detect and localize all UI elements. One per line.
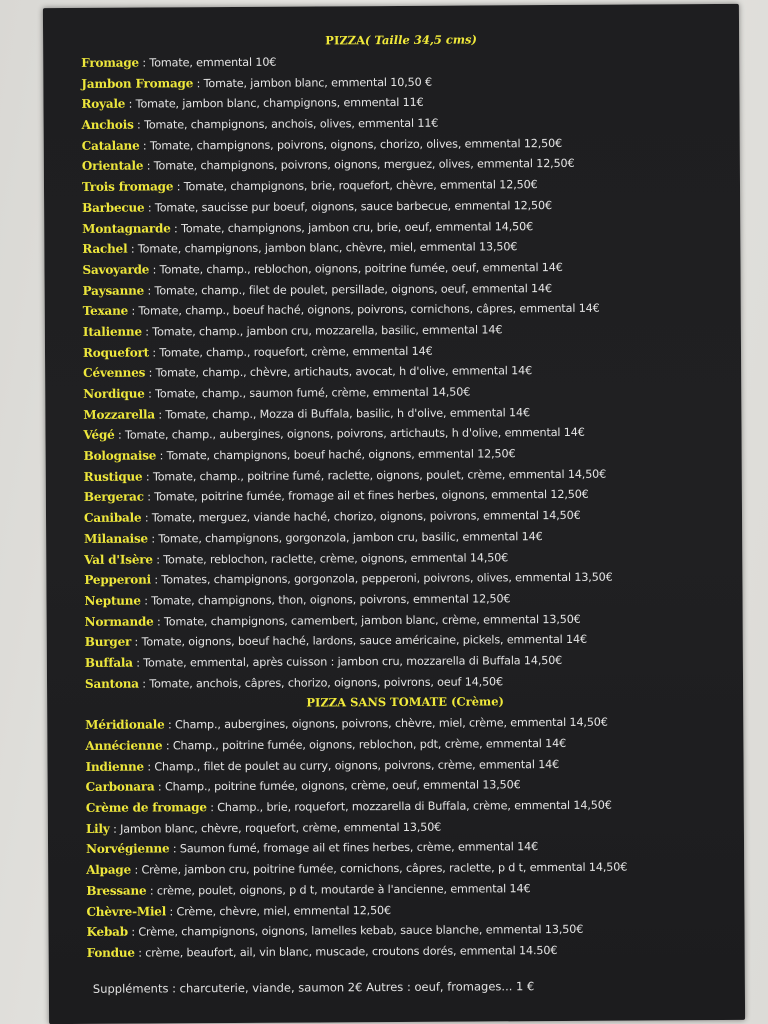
menu-item-description: : Tomate, poitrine fumée, fromage ail et fines herbes, oignons, emmental 12,50€ bbox=[143, 488, 589, 504]
menu-item-name: Annécienne bbox=[85, 738, 163, 753]
menu-item-description: : Crème, chèvre, miel, emmental 12,50€ bbox=[166, 903, 392, 918]
section-subtitle: (Crème) bbox=[447, 694, 505, 709]
menu-item-name: Indienne bbox=[85, 759, 144, 774]
menu-item-description: : Tomate, champ., reblochon, oignons, poitrine fumée, oeuf, emmental 14€ bbox=[149, 260, 563, 277]
menu-item-description: : Tomates, champignons, gorgonzola, pepperoni, poivrons, olives, emmental 13,50€ bbox=[150, 570, 613, 587]
menu-item-description: : Tomate, emmental 10€ bbox=[138, 55, 277, 70]
menu-item-name: Val d'Isère bbox=[84, 551, 153, 567]
section-title: PIZZA SANS TOMATE bbox=[306, 694, 448, 710]
menu-item-description: : Champ., poitrine fumée, oignons, crème, oeuf, emmental 13,50€ bbox=[154, 778, 521, 794]
menu-item-description: : Champ., aubergines, oignons, poivrons, chèvre, miel, crème, emmental 14,50€ bbox=[164, 716, 608, 732]
menu-item-description: : Tomate, champignons, gorgonzola, jambon cru, basilic, emmental 14€ bbox=[147, 529, 543, 546]
pizza-list bbox=[81, 49, 725, 694]
menu-item-description: : Crème, jambon cru, poitrine fumée, cornichons, câpres, raclette, p d t, emmental 14,50€ bbox=[131, 860, 628, 877]
menu-item-name: Trois fromage bbox=[81, 179, 174, 195]
menu-item-name: Burger bbox=[84, 634, 132, 650]
menu-item-description: : crème, poulet, oignons, p d t, moutarde à l'ancienne, emmental 14€ bbox=[146, 881, 531, 898]
menu-item-name: Alpage bbox=[86, 862, 132, 878]
menu-item-description: : Tomate, champignons, brie, roquefort, chèvre, emmental 12,50€ bbox=[173, 178, 538, 194]
menu-item-name: Paysanne bbox=[82, 283, 145, 298]
pizza-sans-tomate-list bbox=[85, 711, 727, 963]
menu-item-description: : Champ., poitrine fumée, oignons, reblochon, pdt, crème, emmental 14€ bbox=[162, 736, 567, 753]
menu-item-name: Bergerac bbox=[83, 489, 144, 505]
menu-item-name: Orientale bbox=[81, 158, 144, 174]
menu-item-name: Chèvre-Miel bbox=[86, 903, 167, 919]
menu-item-name: Savoyarde bbox=[82, 262, 150, 277]
menu-item-description: : Tomate, merguez, viande haché, chorizo, oignons, poivrons, emmental 14,50€ bbox=[141, 508, 581, 525]
menu-item-description: : Champ., filet de poulet au curry, oignons, poivrons, crème, emmental 14€ bbox=[143, 757, 560, 774]
menu-item-description: : Tomate, jambon blanc, emmental 10,50 € bbox=[193, 75, 432, 90]
menu-item-name: Nordique bbox=[83, 386, 145, 401]
menu-item-name: Rachel bbox=[82, 241, 128, 257]
menu-item-description: : Tomate, champ., filet de poulet, persillade, oignons, oeuf, emmental 14€ bbox=[144, 281, 552, 298]
menu-item-name: Barbecue bbox=[82, 200, 145, 215]
menu-item-description: : Tomate, champ., roquefort, crème, emmental 14€ bbox=[148, 344, 433, 360]
menu-item-name: Kebab bbox=[86, 924, 128, 940]
menu-item-description: : Tomate, champignons, poivrons, oignons, merguez, olives, emmental 12,50€ bbox=[143, 157, 575, 173]
menu-item-name: Crème de fromage bbox=[85, 800, 207, 815]
menu-item-name: Texane bbox=[82, 303, 129, 319]
menu-item bbox=[87, 939, 727, 964]
menu-item-description: : Tomate, champ., saumon fumé, crème, emmental 14,50€ bbox=[144, 385, 471, 401]
menu-item-name: Jambon Fromage bbox=[81, 75, 194, 91]
menu-item-name: Normande bbox=[84, 614, 154, 629]
menu-sheet bbox=[43, 4, 745, 1024]
menu-item-description: : Tomate, champ., chèvre, artichauts, avocat, h d'olive, emmental 14€ bbox=[145, 364, 533, 380]
menu-item-name: Mozzarella bbox=[83, 407, 155, 422]
menu-item-description: : Tomate, champ., Mozza di Buffala, basilic, h d'olive, emmental 14€ bbox=[154, 405, 530, 422]
menu-item-name: Fromage bbox=[81, 55, 140, 70]
menu-item-name: Italienne bbox=[82, 324, 142, 339]
menu-item-name: Norvégienne bbox=[85, 841, 170, 857]
menu-item-name: Anchois bbox=[81, 117, 134, 132]
menu-item-name: Bressane bbox=[86, 883, 147, 898]
menu-item-name: Santona bbox=[84, 676, 139, 691]
supplements-note: Suppléments : charcuterie, viande, saumon 2€ Autres : oeuf, fromages... 1 € bbox=[92, 978, 535, 996]
menu-item-description: : Tomate, emmental, après cuisson : jambon cru, mozzarella di Buffala 14,50€ bbox=[132, 653, 563, 670]
menu-item-name: Lily bbox=[85, 821, 110, 836]
menu-item-description: : Tomate, champ., poitrine fumé, raclette, oignons, poulet, crème, emmental 14,50€ bbox=[142, 467, 607, 484]
menu-item-name: Rustique bbox=[83, 469, 143, 484]
section-subtitle: ( Taille 34,5 cms) bbox=[364, 32, 477, 48]
menu-item-description: : Tomate, champignons, camembert, jambon blanc, crème, emmental 13,50€ bbox=[153, 612, 581, 629]
menu-content bbox=[81, 28, 727, 995]
menu-item-name: Neptune bbox=[84, 593, 141, 608]
menu-item-description: : Tomate, champ., jambon cru, mozzarella, basilic, emmental 14€ bbox=[141, 323, 503, 339]
menu-item-description: : Tomate, champignons, thon, oignons, poivrons, emmental 12,50€ bbox=[140, 592, 511, 608]
menu-item-name: Carbonara bbox=[85, 779, 155, 795]
menu-item-name: Bolognaise bbox=[83, 448, 157, 463]
menu-item-description: : Crème, champignons, oignons, lamelles kebab, sauce blanche, emmental 13,50€ bbox=[127, 923, 584, 939]
section-title: PIZZA bbox=[325, 33, 366, 48]
menu-item-name: Royale bbox=[81, 97, 126, 112]
menu-item-description: : Tomate, champ., aubergines, oignons, poivrons, artichauts, h d'olive, emmental 14€ bbox=[114, 426, 585, 443]
menu-item-description: : Tomate, champignons, anchois, olives, emmental 11€ bbox=[133, 116, 439, 132]
menu-item-name: Buffala bbox=[84, 655, 133, 670]
menu-item-name: Milanaise bbox=[84, 531, 149, 546]
menu-item-description: : crème, beaufort, ail, vin blanc, muscade, croutons dorés, emmental 14.50€ bbox=[134, 943, 558, 960]
menu-item-name: Méridionale bbox=[85, 717, 165, 733]
menu-item-description: : Tomate, champignons, boeuf haché, oignons, emmental 12,50€ bbox=[156, 447, 516, 463]
menu-item-name: Cévennes bbox=[83, 365, 146, 381]
menu-item-description: : Saumon fumé, fromage ail et fines herbes, crème, emmental 14€ bbox=[169, 840, 539, 856]
menu-item-description: : Tomate, jambon blanc, champignons, emmental 11€ bbox=[125, 96, 424, 112]
menu-item-description: : Champ., brie, roquefort, mozzarella di Buffala, crème, emmental 14,50€ bbox=[206, 798, 612, 815]
menu-item-name: Roquefort bbox=[82, 345, 150, 360]
menu-item-description: : Tomate, saucisse pur boeuf, oignons, sauce barbecue, emmental 12,50€ bbox=[144, 198, 552, 215]
menu-item-name: Montagnarde bbox=[82, 220, 171, 236]
menu-item-description: : Tomate, champignons, poivrons, oignons, chorizo, olives, emmental 12,50€ bbox=[139, 136, 563, 153]
menu-item-name: Fondue bbox=[86, 945, 135, 960]
menu-item-description: : Jambon blanc, chèvre, roquefort, crème, emmental 13,50€ bbox=[109, 820, 442, 836]
menu-item-description: : Tomate, reblochon, raclette, crème, oignons, emmental 14,50€ bbox=[152, 550, 509, 566]
menu-item-description: : Tomate, champignons, jambon blanc, chèvre, miel, emmental 13,50€ bbox=[127, 240, 518, 256]
menu-item-name: Catalane bbox=[81, 138, 140, 153]
menu-item-name: Pepperoni bbox=[84, 572, 152, 588]
menu-item-description: : Tomate, champignons, jambon cru, brie, oeuf, emmental 14,50€ bbox=[170, 219, 534, 235]
menu-item-description: : Tomate, champ., boeuf haché, oignons, poivrons, cornichons, câpres, emmental 14€ bbox=[127, 301, 600, 318]
menu-item-name: Végé bbox=[83, 428, 115, 443]
menu-item-description: : Tomate, anchois, câpres, chorizo, oignons, poivrons, oeuf 14,50€ bbox=[138, 674, 504, 691]
menu-item-description: : Tomate, oignons, boeuf haché, lardons, sauce américaine, pickels, emmental 14€ bbox=[131, 633, 587, 649]
menu-item-name: Canibale bbox=[83, 510, 142, 526]
